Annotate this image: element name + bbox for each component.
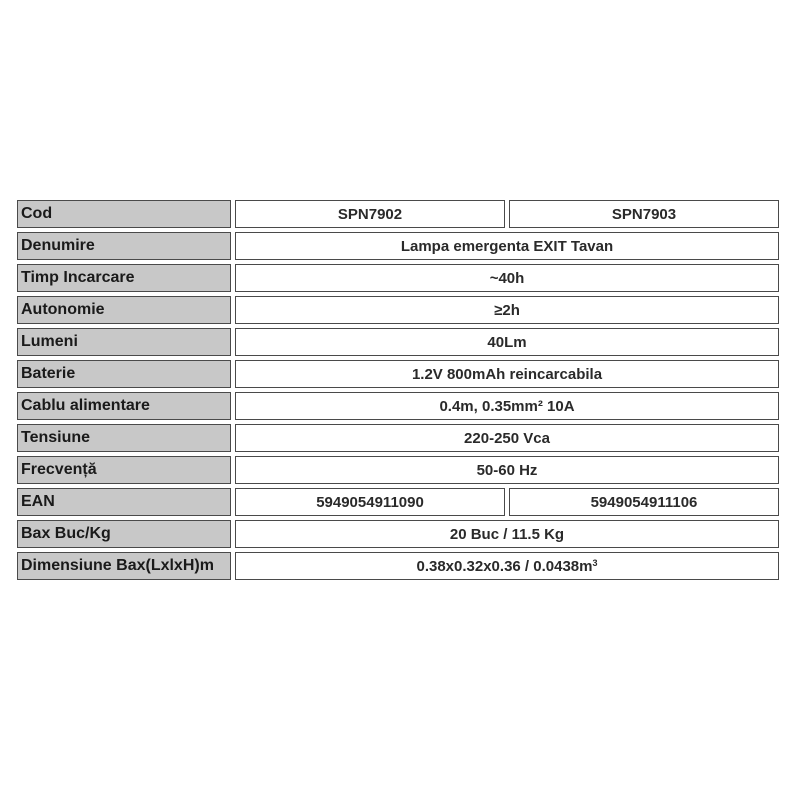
spec-table — [17, 200, 779, 584]
row-label-frecventa: Frecvență — [17, 456, 231, 484]
value-ean-spn7903: 5949054911106 — [509, 488, 779, 516]
row-label-cod: Cod — [17, 200, 231, 228]
row-label-bax-buc-kg: Bax Buc/Kg — [17, 520, 231, 548]
row-timp-incarcare — [17, 264, 779, 292]
value-denumire: Lampa emergenta EXIT Tavan — [235, 232, 779, 260]
value-frecventa: 50-60 Hz — [235, 456, 779, 484]
row-values-denumire — [235, 232, 779, 260]
value-tensiune: 220-250 Vca — [235, 424, 779, 452]
value-cablu-alimentare: 0.4m, 0.35mm² 10A — [235, 392, 779, 420]
row-label-denumire: Denumire — [17, 232, 231, 260]
row-autonomie — [17, 296, 779, 324]
value-dimensiune-bax — [235, 552, 779, 580]
row-values-ean — [235, 488, 779, 516]
row-values-lumeni — [235, 328, 779, 356]
row-label-timp-incarcare: Timp Incarcare — [17, 264, 231, 292]
row-label-tensiune: Tensiune — [17, 424, 231, 452]
value-ean-spn7902: 5949054911090 — [235, 488, 505, 516]
value-autonomie: ≥2h — [235, 296, 779, 324]
row-values-baterie — [235, 360, 779, 388]
row-ean — [17, 488, 779, 516]
row-baterie — [17, 360, 779, 388]
value-cod-spn7902: SPN7902 — [235, 200, 505, 228]
row-values-cablu-alimentare — [235, 392, 779, 420]
value-cod-spn7903: SPN7903 — [509, 200, 779, 228]
value-lumeni: 40Lm — [235, 328, 779, 356]
value-dimensiune-bax-text: 0.38x0.32x0.36 / 0.0438m — [416, 557, 593, 575]
row-values-timp-incarcare — [235, 264, 779, 292]
row-values-frecventa — [235, 456, 779, 484]
value-dimensiune-bax-exponent: 3 — [592, 558, 598, 568]
row-dimensiune-bax — [17, 552, 779, 580]
value-bax-buc-kg: 20 Buc / 11.5 Kg — [235, 520, 779, 548]
row-values-bax-buc-kg — [235, 520, 779, 548]
row-lumeni — [17, 328, 779, 356]
row-values-dimensiune-bax — [235, 552, 779, 580]
value-baterie: 1.2V 800mAh reincarcabila — [235, 360, 779, 388]
row-denumire — [17, 232, 779, 260]
row-bax-buc-kg — [17, 520, 779, 548]
row-label-lumeni: Lumeni — [17, 328, 231, 356]
row-values-autonomie — [235, 296, 779, 324]
row-label-autonomie: Autonomie — [17, 296, 231, 324]
row-frecventa — [17, 456, 779, 484]
row-label-dimensiune-bax: Dimensiune Bax(LxlxH)m — [17, 552, 231, 580]
value-timp-incarcare: ~40h — [235, 264, 779, 292]
row-tensiune — [17, 424, 779, 452]
row-label-cablu-alimentare: Cablu alimentare — [17, 392, 231, 420]
row-cod — [17, 200, 779, 228]
row-label-ean: EAN — [17, 488, 231, 516]
row-label-baterie: Baterie — [17, 360, 231, 388]
row-cablu-alimentare — [17, 392, 779, 420]
row-values-tensiune — [235, 424, 779, 452]
row-values-cod — [235, 200, 779, 228]
